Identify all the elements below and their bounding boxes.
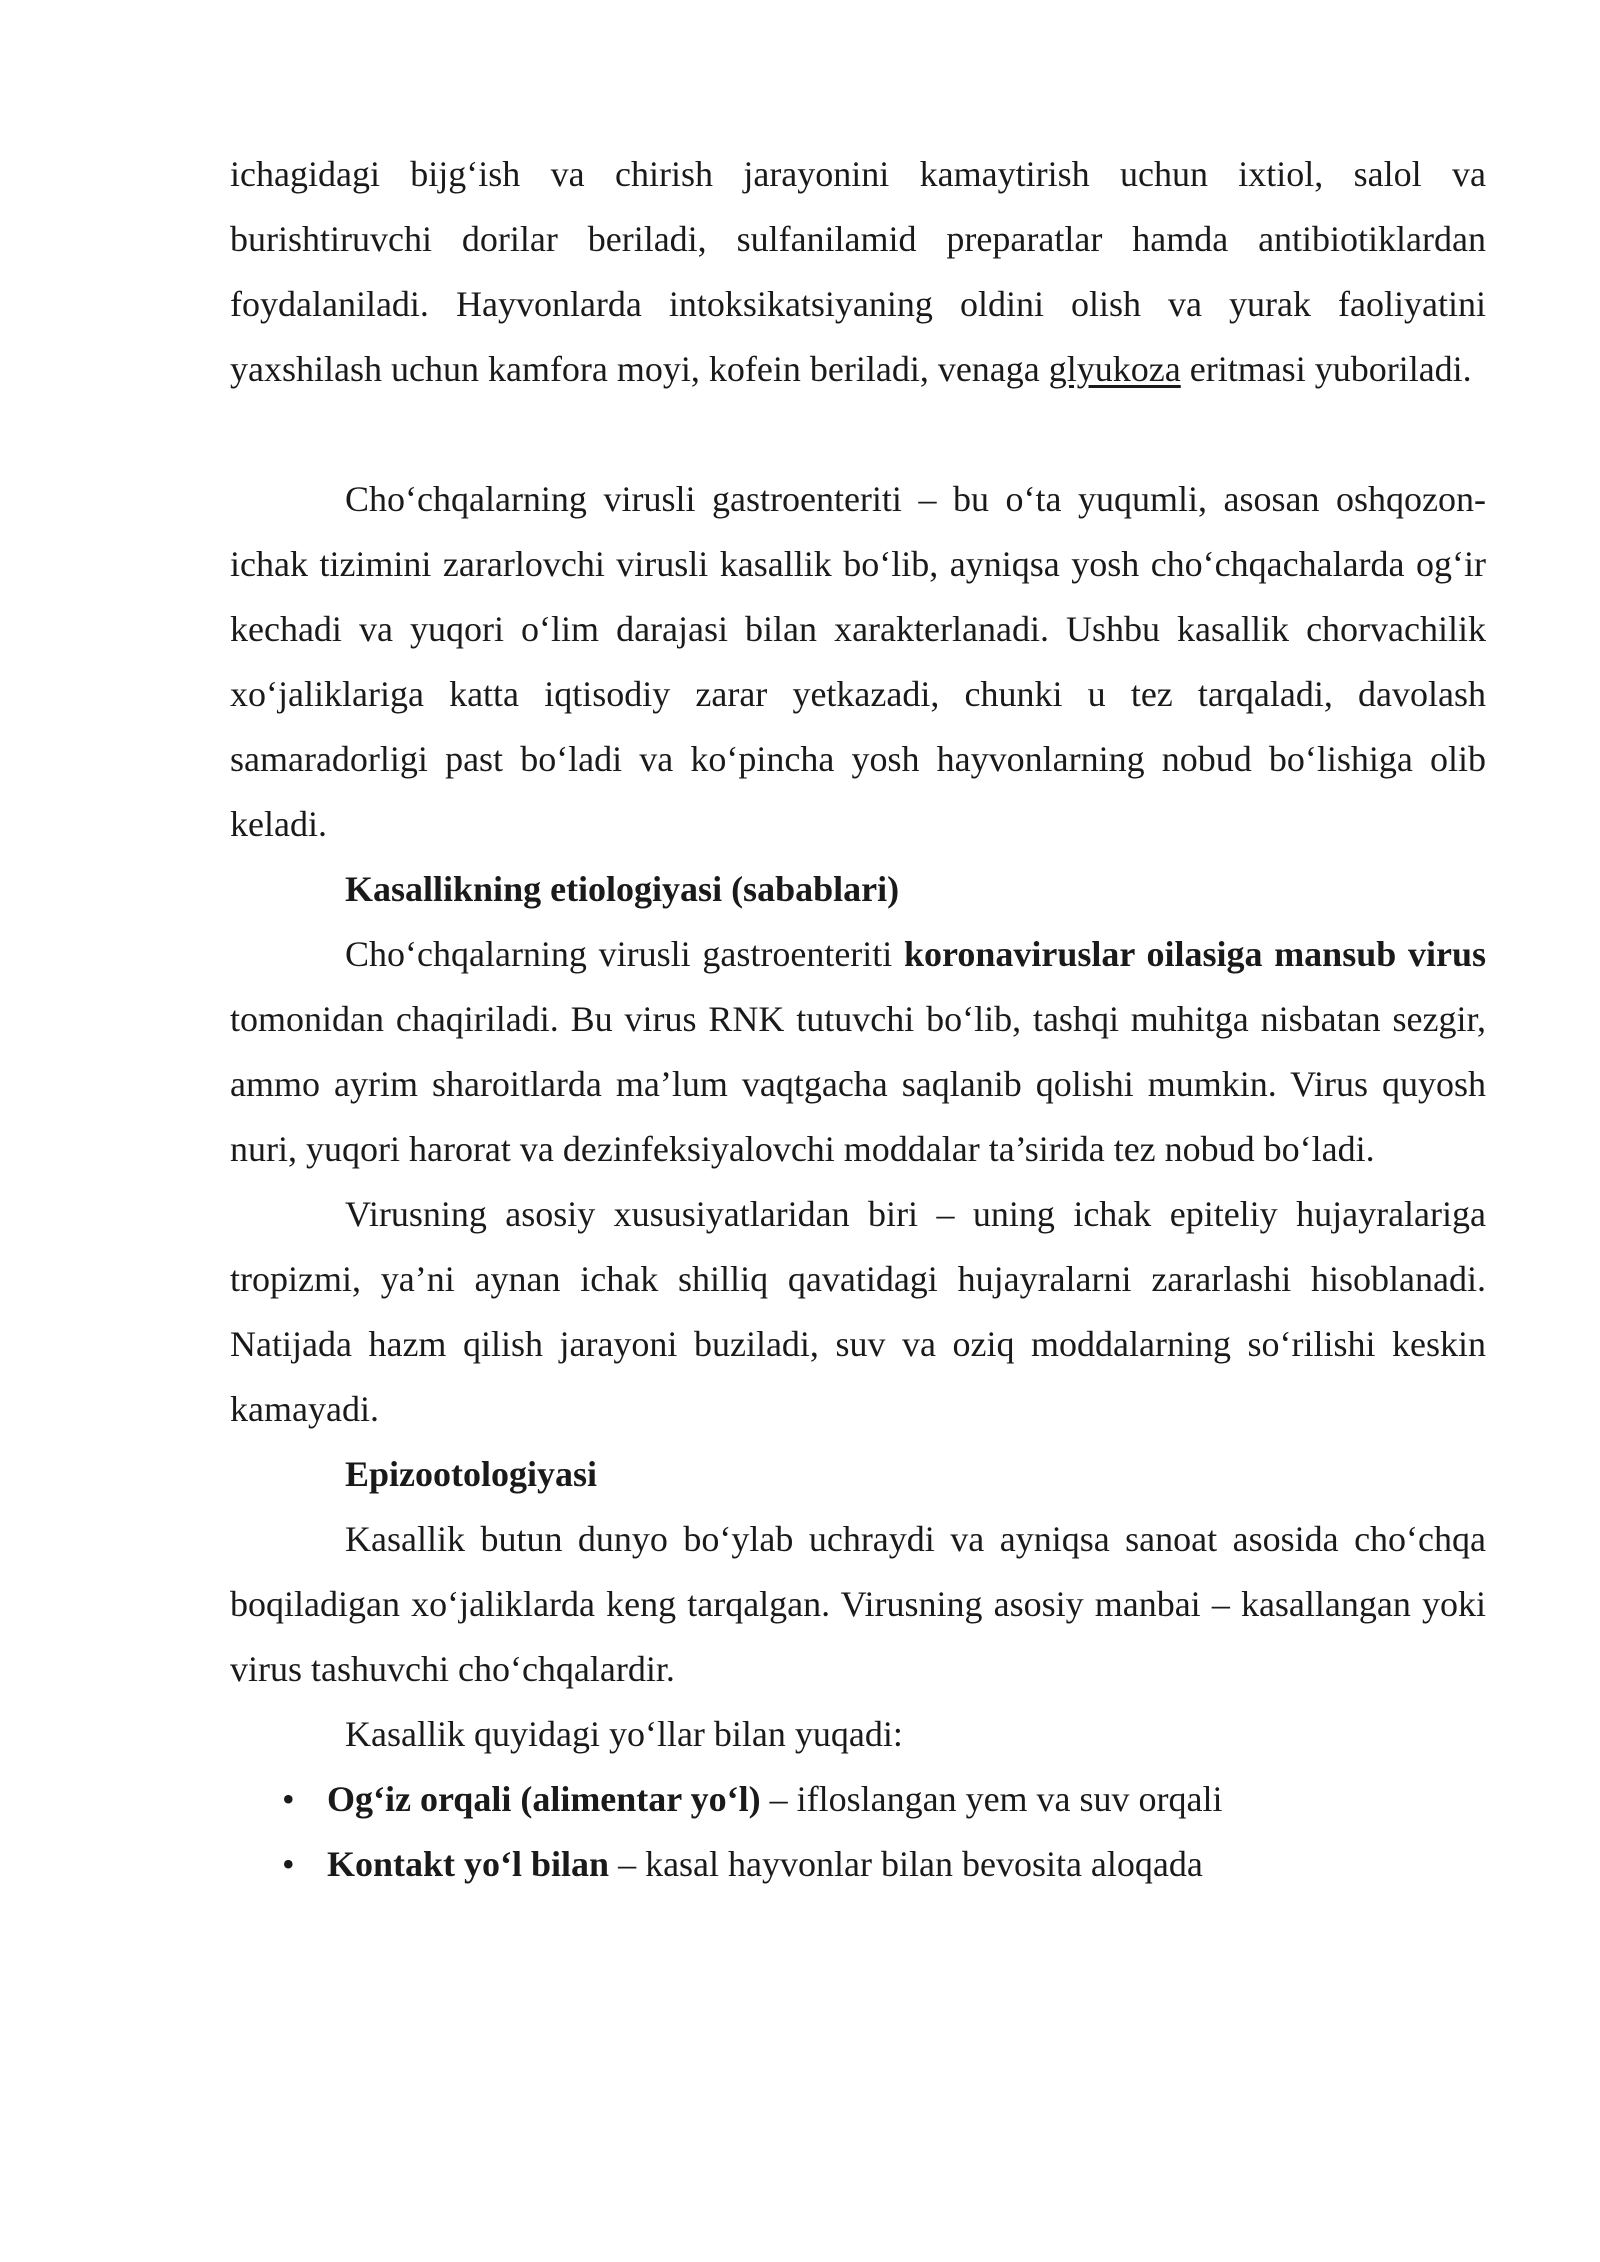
paragraph-tropism: Virusning asosiy xususiyatlaridan biri – uning ichak epiteliy hujayralariga tropizmi, ya’ni aynan ichak shilliq qavatidagi hujayralarni zararlashi hisoblanadi. Natijada hazm qilish jarayoni buziladi, suv va oziq moddalarning so‘rilishi keskin kamayadi. [230, 1194, 1486, 1429]
paragraph-text: Cho‘chqalarning virusli gastroenteriti [345, 934, 893, 974]
list-item-title: Kontakt yo‘l bilan [327, 1844, 610, 1884]
paragraph-spacer [230, 402, 1486, 467]
bullet-icon: • [282, 1844, 295, 1884]
document-body [230, 142, 1486, 1897]
list-item [230, 1767, 1486, 1832]
heading-etiology: Kasallikning etiologiyasi (sabablari) [345, 869, 900, 909]
paragraph-intro: Cho‘chqalarning virusli gastroenteriti – bu o‘ta yuqumli, asosan oshqozon-ichak tizimini zararlovchi virusli kasallik bo‘lib, ayniqsa yosh cho‘chqachalarda og‘ir kechadi va yuqori o‘lim darajasi bilan xarakterlanadi. Ushbu kasallik chorvachilik xo‘jaliklariga katta iqtisodiy zarar yetkazadi, chunki u tez tarqaladi, davolash samaradorligi past bo‘ladi va ko‘pincha yosh hayvonlarning nobud bo‘lishiga olib keladi. [230, 479, 1486, 844]
bullet-icon: • [282, 1779, 295, 1819]
glyukoza-link[interactable]: glyukoza [1048, 349, 1181, 389]
paragraph-etiology [230, 922, 1486, 1182]
bold-phrase-coronavirus: koronaviruslar oilasiga mansub virus [904, 934, 1486, 974]
transmission-list [230, 1767, 1486, 1897]
paragraph-text: eritmasi yuboriladi. [1189, 349, 1472, 389]
paragraph-text: tomonidan chaqiriladi. Bu virus RNK tutuvchi bo‘lib, tashqi muhitga nisbatan sezgir, ammo ayrim sharoitlarda ma’lum vaqtgacha saqlanib qolishi mumkin. Virus quyosh nuri, yuqori harorat va dezinfeksiyalovchi moddalar ta’sirida tez nobud bo‘ladi. [230, 999, 1486, 1169]
heading-epizootology: Epizootologiyasi [345, 1454, 598, 1494]
list-item-text: – ifloslangan yem va suv orqali [760, 1779, 1223, 1819]
paragraph-treatment [230, 142, 1486, 402]
paragraph-distribution: Kasallik butun dunyo bo‘ylab uchraydi va ayniqsa sanoat asosida cho‘chqa boqiladigan xo‘jaliklarda keng tarqalgan. Virusning asosiy manbai – kasallangan yoki virus tashuvchi cho‘chqalardir. [230, 1519, 1486, 1689]
paragraph-transmission-intro: Kasallik quyidagi yo‘llar bilan yuqadi: [345, 1714, 903, 1754]
paragraph-text: ichagidagi bijg‘ish va chirish jarayonini kamaytirish uchun ixtiol, salol va burishtiruvchi dorilar beriladi, sulfanilamid preparatlar hamda antibiotiklardan foydalaniladi. Hayvonlarda intoksikatsiyaning oldini olish va yurak faoliyatini yaxshilash uchun kamfora moyi, kofein beriladi, venaga [230, 154, 1486, 389]
list-item-text: – kasal hayvonlar bilan bevosita aloqada [609, 1844, 1203, 1884]
list-item-title: Og‘iz orqali (alimentar yo‘l) [327, 1779, 761, 1819]
list-item [230, 1832, 1486, 1897]
